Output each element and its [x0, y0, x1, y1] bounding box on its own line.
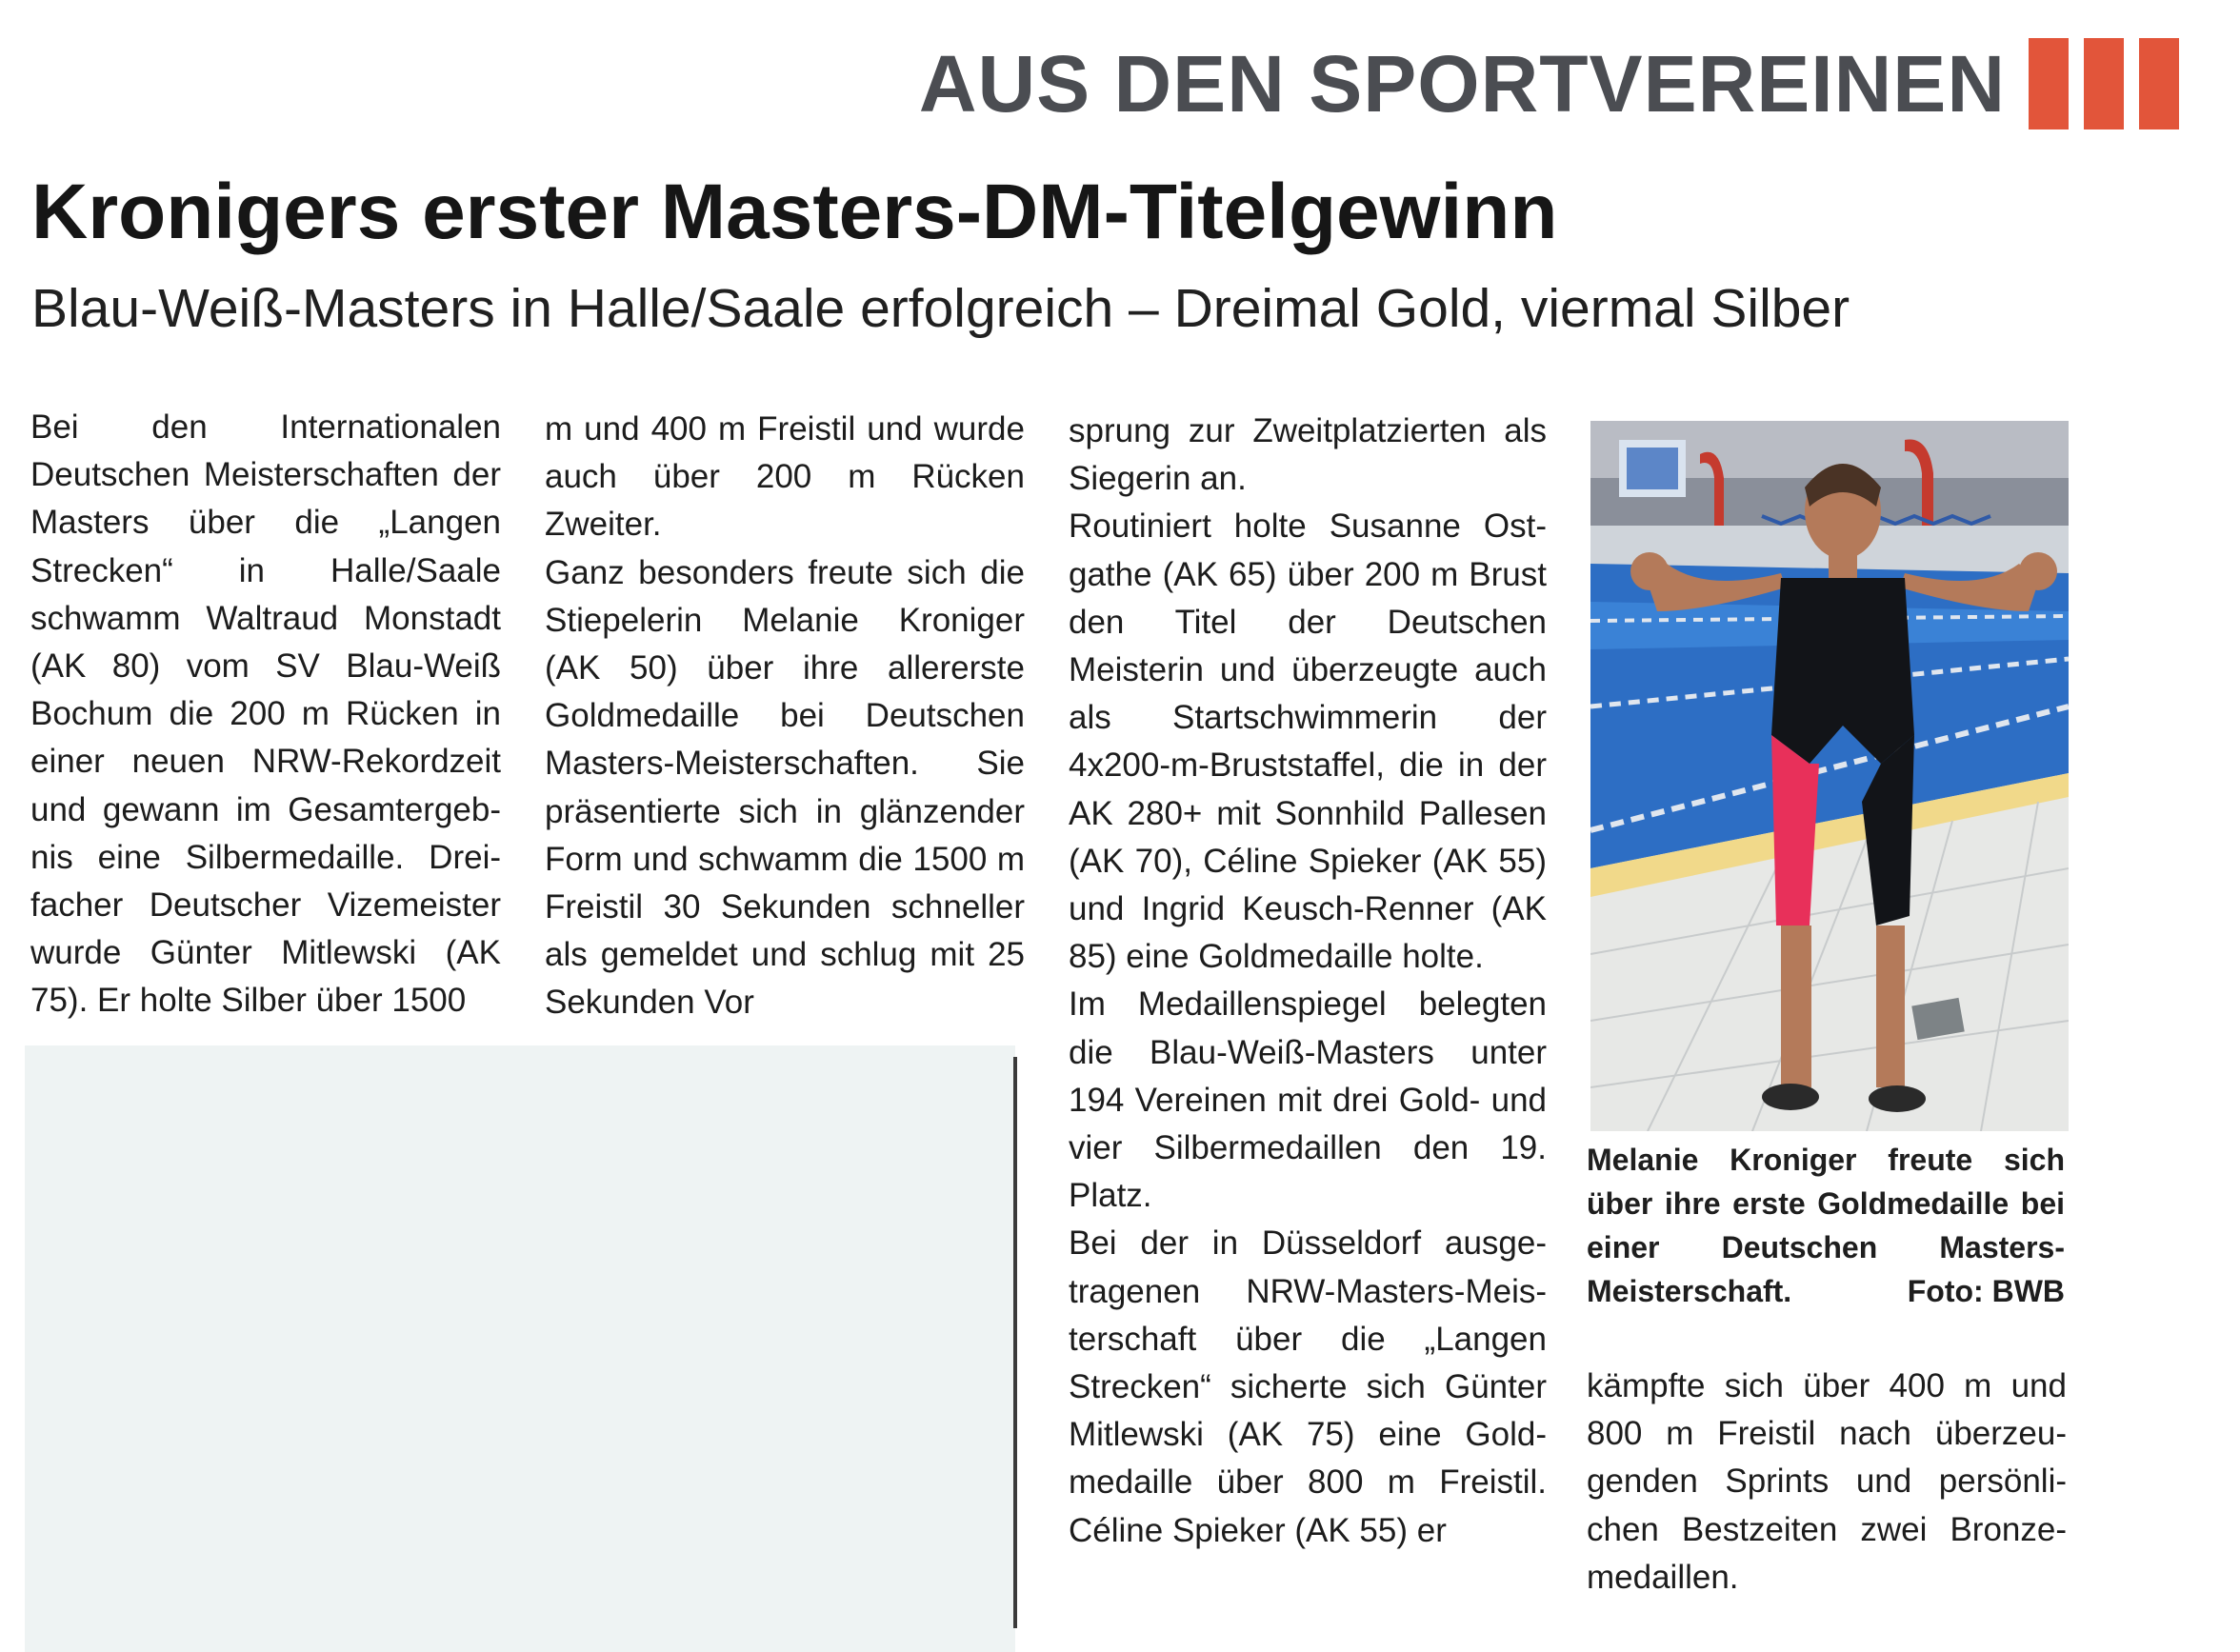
paragraph: Bei den Internationalen Deutschen Meisterschaften der Masters über die „Langen Strecken“ in Halle/Saale schwamm Waltraud Monstadt (AK 80) vom SV Blau-Weiß Bochum die 200 m Rücken in einer neuen NRW-Rekordzeit und gewann im Gesamtergebnis eine Silbermedaille. Dreifacher Deutscher Vizemeister wurde Günter Mitlewski (AK 75). Er holte Silber über 1500 [30, 408, 501, 1020]
blank-ad-space [25, 1045, 1015, 1652]
section-bar [2084, 38, 2124, 129]
paragraph: Ganz besonders freute sich die Stiepelerin Melanie Kroniger (AK 50) über ihre allererste Goldmedaille bei Deutschen Masters-Meisterschaften. Sie präsentierte sich in glänzender Form und schwamm die 1500 m Freistil 30 Sekunden schneller als gemeldet und schlug mit 25 Sekunden Vor [545, 553, 1025, 1022]
article-subheadline: Blau-Weiß-Masters in Halle/Saale erfolgreich – Dreimal Gold, viermal Silber [31, 278, 1850, 339]
section-title: AUS DEN SPORTVEREINEN [918, 39, 2006, 129]
section-bar [2139, 38, 2179, 129]
paragraph: sprung zur Zweitplatzierten als Siegerin an. [1069, 412, 1547, 498]
paragraph: Routiniert holte Susanne Ostgathe (AK 65) über 200 m Brust den Titel der Deutschen Meisterin und überzeugte auch als Startschwimmerin der 4x200-m-Bruststaffel, die in der AK 280+ mit Sonnhild Pallesen (AK 70), Céline Spieker (AK 55) und Ingrid Keusch-Renner (AK 85) eine Goldmedaille holte. [1069, 508, 1547, 976]
text-column-2 [545, 406, 1025, 1027]
section-header [919, 38, 2179, 129]
text-column-4 [1587, 1363, 2067, 1602]
caption-text [1587, 1138, 2065, 1313]
photo-credit: Foto: BWB [1907, 1274, 2065, 1308]
paragraph: Bei der in Düsseldorf ausgetragenen NRW-Masters-Meisterschaft über die „Langen Strecken“ sicherte sich Günter Mitlewski (AK 75) eine Goldmedaille über 800 m Freistil. Céline Spieker (AK 55) er [1069, 1224, 1547, 1549]
column-rule [1013, 1057, 1017, 1628]
text-column-1 [30, 404, 501, 1025]
photo-caption [1587, 1138, 2065, 1313]
paragraph: m und 400 m Freistil und wurde auch über 200 m Rücken Zweiter. [545, 410, 1025, 544]
paragraph: Im Medaillenspiegel belegten die Blau-Weiß-Masters unter 194 Vereinen mit drei Gold- und vier Silbermedaillen den 19. Platz. [1069, 985, 1547, 1215]
paragraph: kämpfte sich über 400 m und 800 m Freistil nach überzeugenden Sprints und persönlichen Bestzeiten zwei Bronzemedaillen. [1587, 1367, 2067, 1596]
section-bar [2029, 38, 2069, 129]
text-column-3 [1069, 408, 1547, 1555]
article-headline: Kronigers erster Masters-DM-Titelgewinn [31, 169, 1558, 255]
swimmer-photo [1590, 421, 2069, 1131]
caption-body: Melanie Kroniger freute sich über ihre erste Goldmedaille bei einer Deutschen Masters-Meisterschaft. [1587, 1143, 2065, 1308]
section-bars-decoration [2029, 38, 2179, 129]
